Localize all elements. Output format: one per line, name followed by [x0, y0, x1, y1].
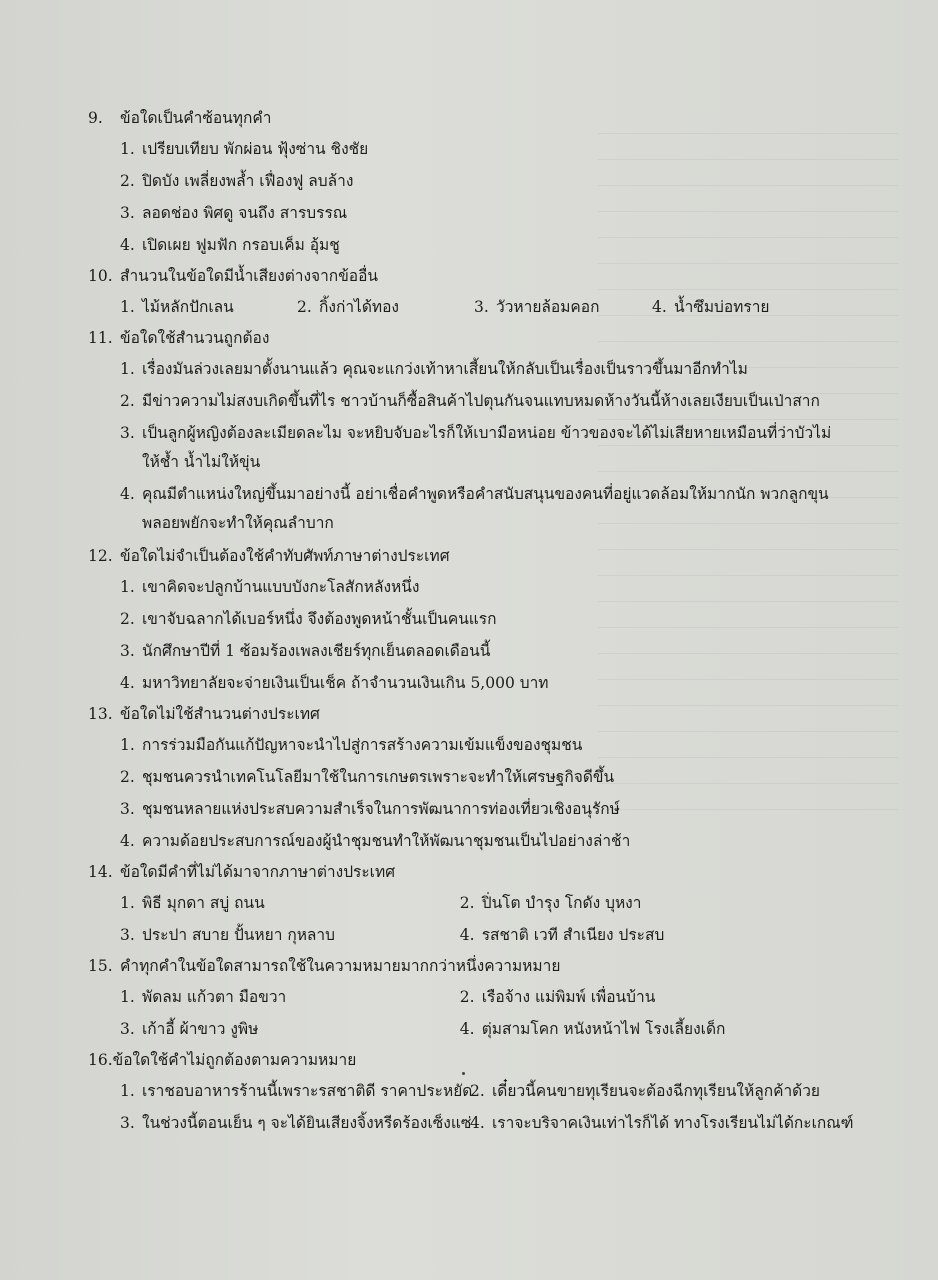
choice-text: ลอดช่อง พิศดู จนถึง สารบรรณ — [142, 204, 348, 222]
choice-1 — [120, 1075, 473, 1107]
choice-row — [120, 981, 848, 1013]
choice-text: รสชาติ เวที สำเนียง ประสบ — [481, 926, 665, 944]
choice-1 — [120, 353, 848, 385]
choice-1 — [120, 981, 460, 1013]
choice-number: 2. — [470, 1082, 485, 1100]
choice-number: 2. — [120, 768, 135, 786]
question-number: 11. — [88, 329, 113, 347]
choice-3 — [120, 919, 460, 951]
choice-text: มีข่าวความไม่สงบเกิดขึ้นที่ไร ชาวบ้านก็ซื้อสินค้าไปตุนกันจนแทบหมดห้างวันนี้ห้างเลยเงียบเป็นเป่าสาก — [142, 392, 820, 410]
choice-text: ในช่วงนี้ตอนเย็น ๆ จะได้ยินเสียงจิ้งหรีดร้องเซ็งแซ่ — [142, 1114, 472, 1132]
choice-number: 3. — [474, 298, 489, 316]
choice-text: เปรียบเทียบ พักผ่อน ฟุ้งซ่าน ชิงชัย — [142, 140, 369, 158]
choice-2 — [120, 761, 848, 793]
choice-number: 2. — [459, 988, 475, 1006]
choice-number: 1. — [120, 988, 135, 1006]
choice-3 — [120, 1107, 470, 1139]
choice-4 — [652, 291, 829, 323]
question-11 — [88, 323, 848, 538]
choice-row — [120, 1075, 848, 1107]
choice-number: 2. — [297, 298, 312, 316]
choice-number: 3. — [120, 204, 135, 222]
question-stem — [88, 103, 848, 133]
question-14 — [88, 857, 848, 951]
question-text: สำนวนในข้อใดมีน้ำเสียงต่างจากข้ออื่น — [120, 267, 379, 285]
choice-2 — [297, 291, 474, 323]
choice-number: 2. — [459, 894, 475, 912]
choice-number: 3. — [120, 1020, 135, 1038]
choice-number: 3. — [120, 800, 135, 818]
choice-row — [120, 919, 848, 951]
choice-3 — [474, 291, 652, 323]
choice-number: 4. — [652, 298, 667, 316]
choice-text: ปิ่นโต บำรุง โกดัง บุหงา — [481, 894, 642, 912]
question-stem — [88, 323, 848, 353]
question-16 — [88, 1045, 854, 1139]
choice-1 — [120, 291, 297, 323]
choice-number: 4. — [120, 485, 135, 503]
choice-text: พัดลม แก้วตา มือขวา — [142, 988, 287, 1006]
choice-text: เก้าอี้ ผ้าขาว งูพิษ — [142, 1020, 259, 1038]
choices — [88, 291, 848, 323]
choice-4 — [120, 480, 848, 538]
choice-number: 4. — [120, 236, 135, 254]
question-stem — [88, 857, 848, 887]
choices — [88, 353, 848, 538]
choice-text: คุณมีตำแหน่งใหญ่ขึ้นมาอย่างนี้ อย่าเชื่อคำพูดหรือคำสนับสนุนของคนที่อยู่แวดล้อมให้มากนัก พวกลูกขุนพลอยพยักจะทำให้คุณลำบาก — [142, 485, 829, 532]
question-stem — [88, 541, 848, 571]
choice-number: 3. — [120, 424, 135, 442]
choice-text: การร่วมมือกันแก้ปัญหาจะนำไปสู่การสร้างความเข้มแข็งของชุมชน — [142, 736, 583, 754]
choice-text: เป็นลูกผู้หญิงต้องละเมียดละไม จะหยิบจับอะไรก็ให้เบามือหน่อย ข้าวของจะได้ไม่เสียหายเหมือนที่ว่าบัวไม่ให้ช้ำ น้ำไม่ให้ขุ่น — [142, 424, 832, 471]
question-number: 14. — [88, 863, 113, 881]
choice-2 — [120, 603, 848, 635]
question-9 — [88, 103, 848, 261]
choice-3 — [120, 419, 848, 477]
question-stem — [88, 951, 848, 981]
choice-1 — [120, 729, 848, 761]
choice-number: 4. — [470, 1114, 485, 1132]
question-stem — [88, 1045, 848, 1075]
choices — [88, 887, 848, 951]
choice-text: ประปา สบาย ปั้นหยา กุหลาบ — [142, 926, 335, 944]
choice-text: ชุมชนควรนำเทคโนโลยีมาใช้ในการเกษตรเพราะจะทำให้เศรษฐกิจดีขึ้น — [142, 768, 615, 786]
choice-number: 1. — [120, 1082, 135, 1100]
question-text: ข้อใดใช้คำไม่ถูกต้องตามความหมาย — [112, 1051, 357, 1069]
choice-text: น้ำซึมบ่อทราย — [674, 298, 770, 316]
question-number: 9. — [88, 109, 103, 127]
choice-text: ความด้อยประสบการณ์ของผู้นำชุมชนทำให้พัฒนาชุมชนเป็นไปอย่างล่าช้า — [142, 832, 631, 850]
choice-2 — [460, 887, 848, 919]
choice-text: เขาคิดจะปลูกบ้านแบบบังกะโลสักหลังหนึ่ง — [142, 578, 420, 596]
choices — [88, 571, 848, 699]
choice-number: 1. — [120, 298, 135, 316]
choice-number: 3. — [120, 926, 135, 944]
choice-number: 4. — [459, 1020, 475, 1038]
question-number: 16. — [88, 1051, 113, 1069]
choice-2 — [120, 165, 848, 197]
choice-text: พิธี มุกดา สบู่ ถนน — [142, 894, 265, 912]
choice-text: วัวหายล้อมคอก — [496, 298, 600, 316]
choice-text: กิ้งก่าได้ทอง — [319, 298, 399, 316]
choice-2 — [120, 385, 848, 417]
question-number: 13. — [88, 705, 113, 723]
question-stem — [88, 261, 848, 291]
choice-number: 2. — [120, 392, 135, 410]
question-15 — [88, 951, 848, 1045]
question-number: 15. — [88, 957, 113, 975]
choices — [88, 133, 848, 261]
choice-row — [120, 1107, 854, 1139]
choice-number: 2. — [120, 610, 135, 628]
choice-number: 4. — [120, 674, 135, 692]
choice-number: 1. — [120, 736, 135, 754]
choice-number: 3. — [120, 1114, 135, 1132]
choice-2 — [460, 981, 848, 1013]
question-list — [88, 103, 854, 1139]
choice-text: เราจะบริจาคเงินเท่าไรก็ได้ ทางโรงเรียนไม่ได้กะเกณฑ์ — [492, 1114, 854, 1132]
choice-text: มหาวิทยาลัยจะจ่ายเงินเป็นเช็ค ถ้าจำนวนเงินเกิน 5,000 บาท — [142, 674, 549, 692]
choice-text: เดี๋ยวนี้คนขายทุเรียนจะต้องฉีกทุเรียนให้ลูกค้าด้วย — [492, 1082, 821, 1100]
question-number: 10. — [88, 267, 113, 285]
question-stem — [88, 699, 848, 729]
choice-3 — [120, 1013, 460, 1045]
choice-text: ชุมชนหลายแห่งประสบความสำเร็จในการพัฒนาการท่องเที่ยวเชิงอนุรักษ์ — [142, 800, 620, 818]
choice-number: 1. — [120, 360, 135, 378]
choice-text: เรือจ้าง แม่พิมพ์ เพื่อนบ้าน — [481, 988, 656, 1006]
question-text: ข้อใดใช้สำนวนถูกต้อง — [120, 329, 270, 347]
choice-number: 3. — [120, 642, 135, 660]
question-text: ข้อใดมีคำที่ไม่ได้มาจากภาษาต่างประเทศ — [120, 863, 396, 881]
choice-4 — [120, 667, 848, 699]
choices — [88, 981, 848, 1045]
choice-number: 4. — [459, 926, 475, 944]
choice-text: นักศึกษาปีที่ 1 ซ้อมร้องเพลงเชียร์ทุกเย็นตลอดเดือนนี้ — [142, 642, 491, 660]
choice-3 — [120, 793, 848, 825]
choice-row — [120, 887, 848, 919]
choice-4 — [460, 919, 848, 951]
choice-text: ไม้หลักปักเลน — [142, 298, 234, 316]
choice-number: 1. — [120, 140, 135, 158]
choice-3 — [120, 635, 848, 667]
choice-1 — [120, 133, 848, 165]
choice-text: ตุ่มสามโคก หนังหน้าไฟ โรงเลี้ยงเด็ก — [481, 1020, 726, 1038]
choice-number: 1. — [120, 578, 135, 596]
choice-3 — [120, 197, 848, 229]
choice-4 — [460, 1013, 848, 1045]
choice-row — [120, 1013, 848, 1045]
choice-number: 4. — [120, 832, 135, 850]
question-10 — [88, 261, 848, 323]
choice-text: ปิดบัง เพลี่ยงพล้ำ เฟื่องฟู ลบล้าง — [142, 172, 354, 190]
choice-text: เปิดเผย ฟูมฟัก กรอบเค็ม อุ้มชู — [142, 236, 340, 254]
choice-text: เรื่องมันล่วงเลยมาตั้งนานแล้ว คุณจะแกว่งเท้าหาเสี้ยนให้กลับเป็นเรื่องเป็นราวขึ้นมาอีกทำไม — [142, 360, 748, 378]
question-text: ข้อใดไม่จำเป็นต้องใช้คำทับศัพท์ภาษาต่างประเทศ — [120, 547, 450, 565]
choice-4 — [120, 825, 848, 857]
question-text: คำทุกคำในข้อใดสามารถใช้ในความหมายมากกว่าหนึ่งความหมาย — [120, 957, 561, 975]
question-number: 12. — [88, 547, 113, 565]
choice-number: 1. — [120, 894, 135, 912]
choice-text: เราชอบอาหารร้านนี้เพราะรสชาติดี ราคาประหยัด — [142, 1082, 473, 1100]
question-12 — [88, 541, 848, 699]
choice-1 — [120, 571, 848, 603]
choices — [88, 729, 848, 857]
choice-2 — [470, 1075, 848, 1107]
question-text: ข้อใดไม่ใช้สำนวนต่างประเทศ — [120, 705, 320, 723]
choice-1 — [120, 887, 460, 919]
choice-4 — [120, 229, 848, 261]
choices — [88, 1075, 854, 1139]
choice-text: เขาจับฉลากได้เบอร์หนึ่ง จึงต้องพูดหน้าชั้นเป็นคนแรก — [142, 610, 497, 628]
question-text: ข้อใดเป็นคำซ้อนทุกคำ — [120, 109, 272, 127]
choice-4 — [470, 1107, 854, 1139]
question-13 — [88, 699, 848, 857]
choice-number: 2. — [120, 172, 135, 190]
